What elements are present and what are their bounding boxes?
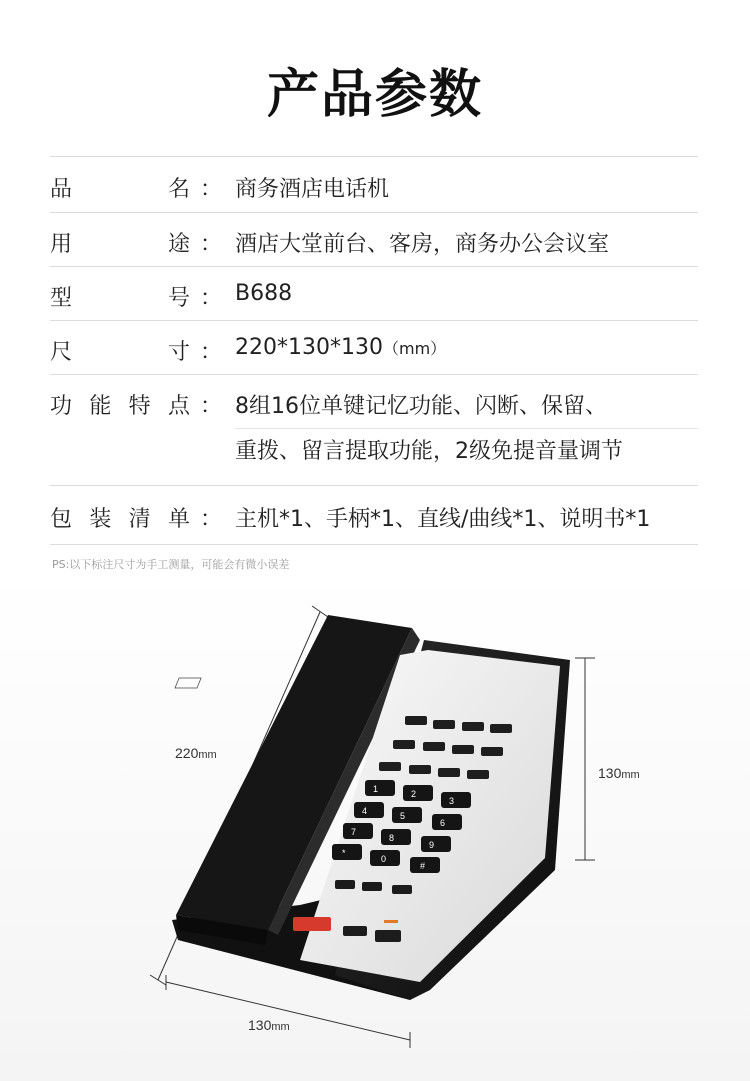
spec-value: B688	[235, 281, 293, 306]
spec-value-line2: 重拨、留言提取功能，2级免提音量调节	[235, 439, 623, 464]
svg-text:#: #	[420, 861, 426, 871]
svg-text:7: 7	[351, 827, 357, 837]
spec-value: 8组16位单键记忆功能、闪断、保留、	[235, 394, 607, 419]
dimension-label-width: 130mm	[248, 1017, 290, 1033]
page-title: 产品参数	[266, 65, 483, 125]
spec-value: 酒店大堂前台、客房，商务办公会议室	[235, 232, 610, 257]
spec-row-features: 功 能 特 点 ： 8组16位单键记忆功能、闪断、保留、 重拨、留言提取功能，2级免提音量调节	[50, 374, 698, 485]
svg-text:*: *	[342, 848, 346, 858]
telephone-image	[0, 575, 750, 1081]
spec-row-usage: 用 途 ： 酒店大堂前台、客房，商务办公会议室	[50, 212, 698, 266]
spec-row-size: 尺 寸 ： 220*130*130（mm）	[50, 320, 698, 374]
spec-value: 主机*1、手柄*1、直线/曲线*1、说明书*1	[235, 507, 651, 532]
spec-table	[50, 156, 698, 545]
spec-row-name: 品 名 ： 商务酒店电话机	[50, 156, 698, 212]
product-illustration	[0, 575, 750, 1081]
svg-text:4: 4	[362, 806, 368, 816]
svg-text:5: 5	[400, 811, 406, 821]
dimension-label-length: 220mm	[175, 745, 217, 761]
svg-text:3: 3	[449, 796, 455, 806]
svg-text:0: 0	[381, 854, 387, 864]
measurement-note: PS:以下标注尺寸为手工测量，可能会有微小误差	[52, 558, 290, 571]
speaker-key	[293, 917, 331, 931]
svg-text:2: 2	[411, 789, 417, 799]
svg-text:8: 8	[389, 833, 395, 843]
spec-row-package: 包 装 清 单 ： 主机*1、手柄*1、直线/曲线*1、说明书*1	[50, 485, 698, 545]
svg-text:1: 1	[373, 784, 379, 794]
svg-text:9: 9	[429, 840, 435, 850]
spec-row-model: 型 号 ： B688	[50, 266, 698, 320]
spec-value: 商务酒店电话机	[235, 177, 390, 202]
spec-value: 220*130*130（mm）	[235, 335, 447, 360]
svg-text:6: 6	[440, 818, 446, 828]
dimension-label-height: 130mm	[598, 765, 640, 781]
dimension-line-height	[575, 658, 595, 860]
